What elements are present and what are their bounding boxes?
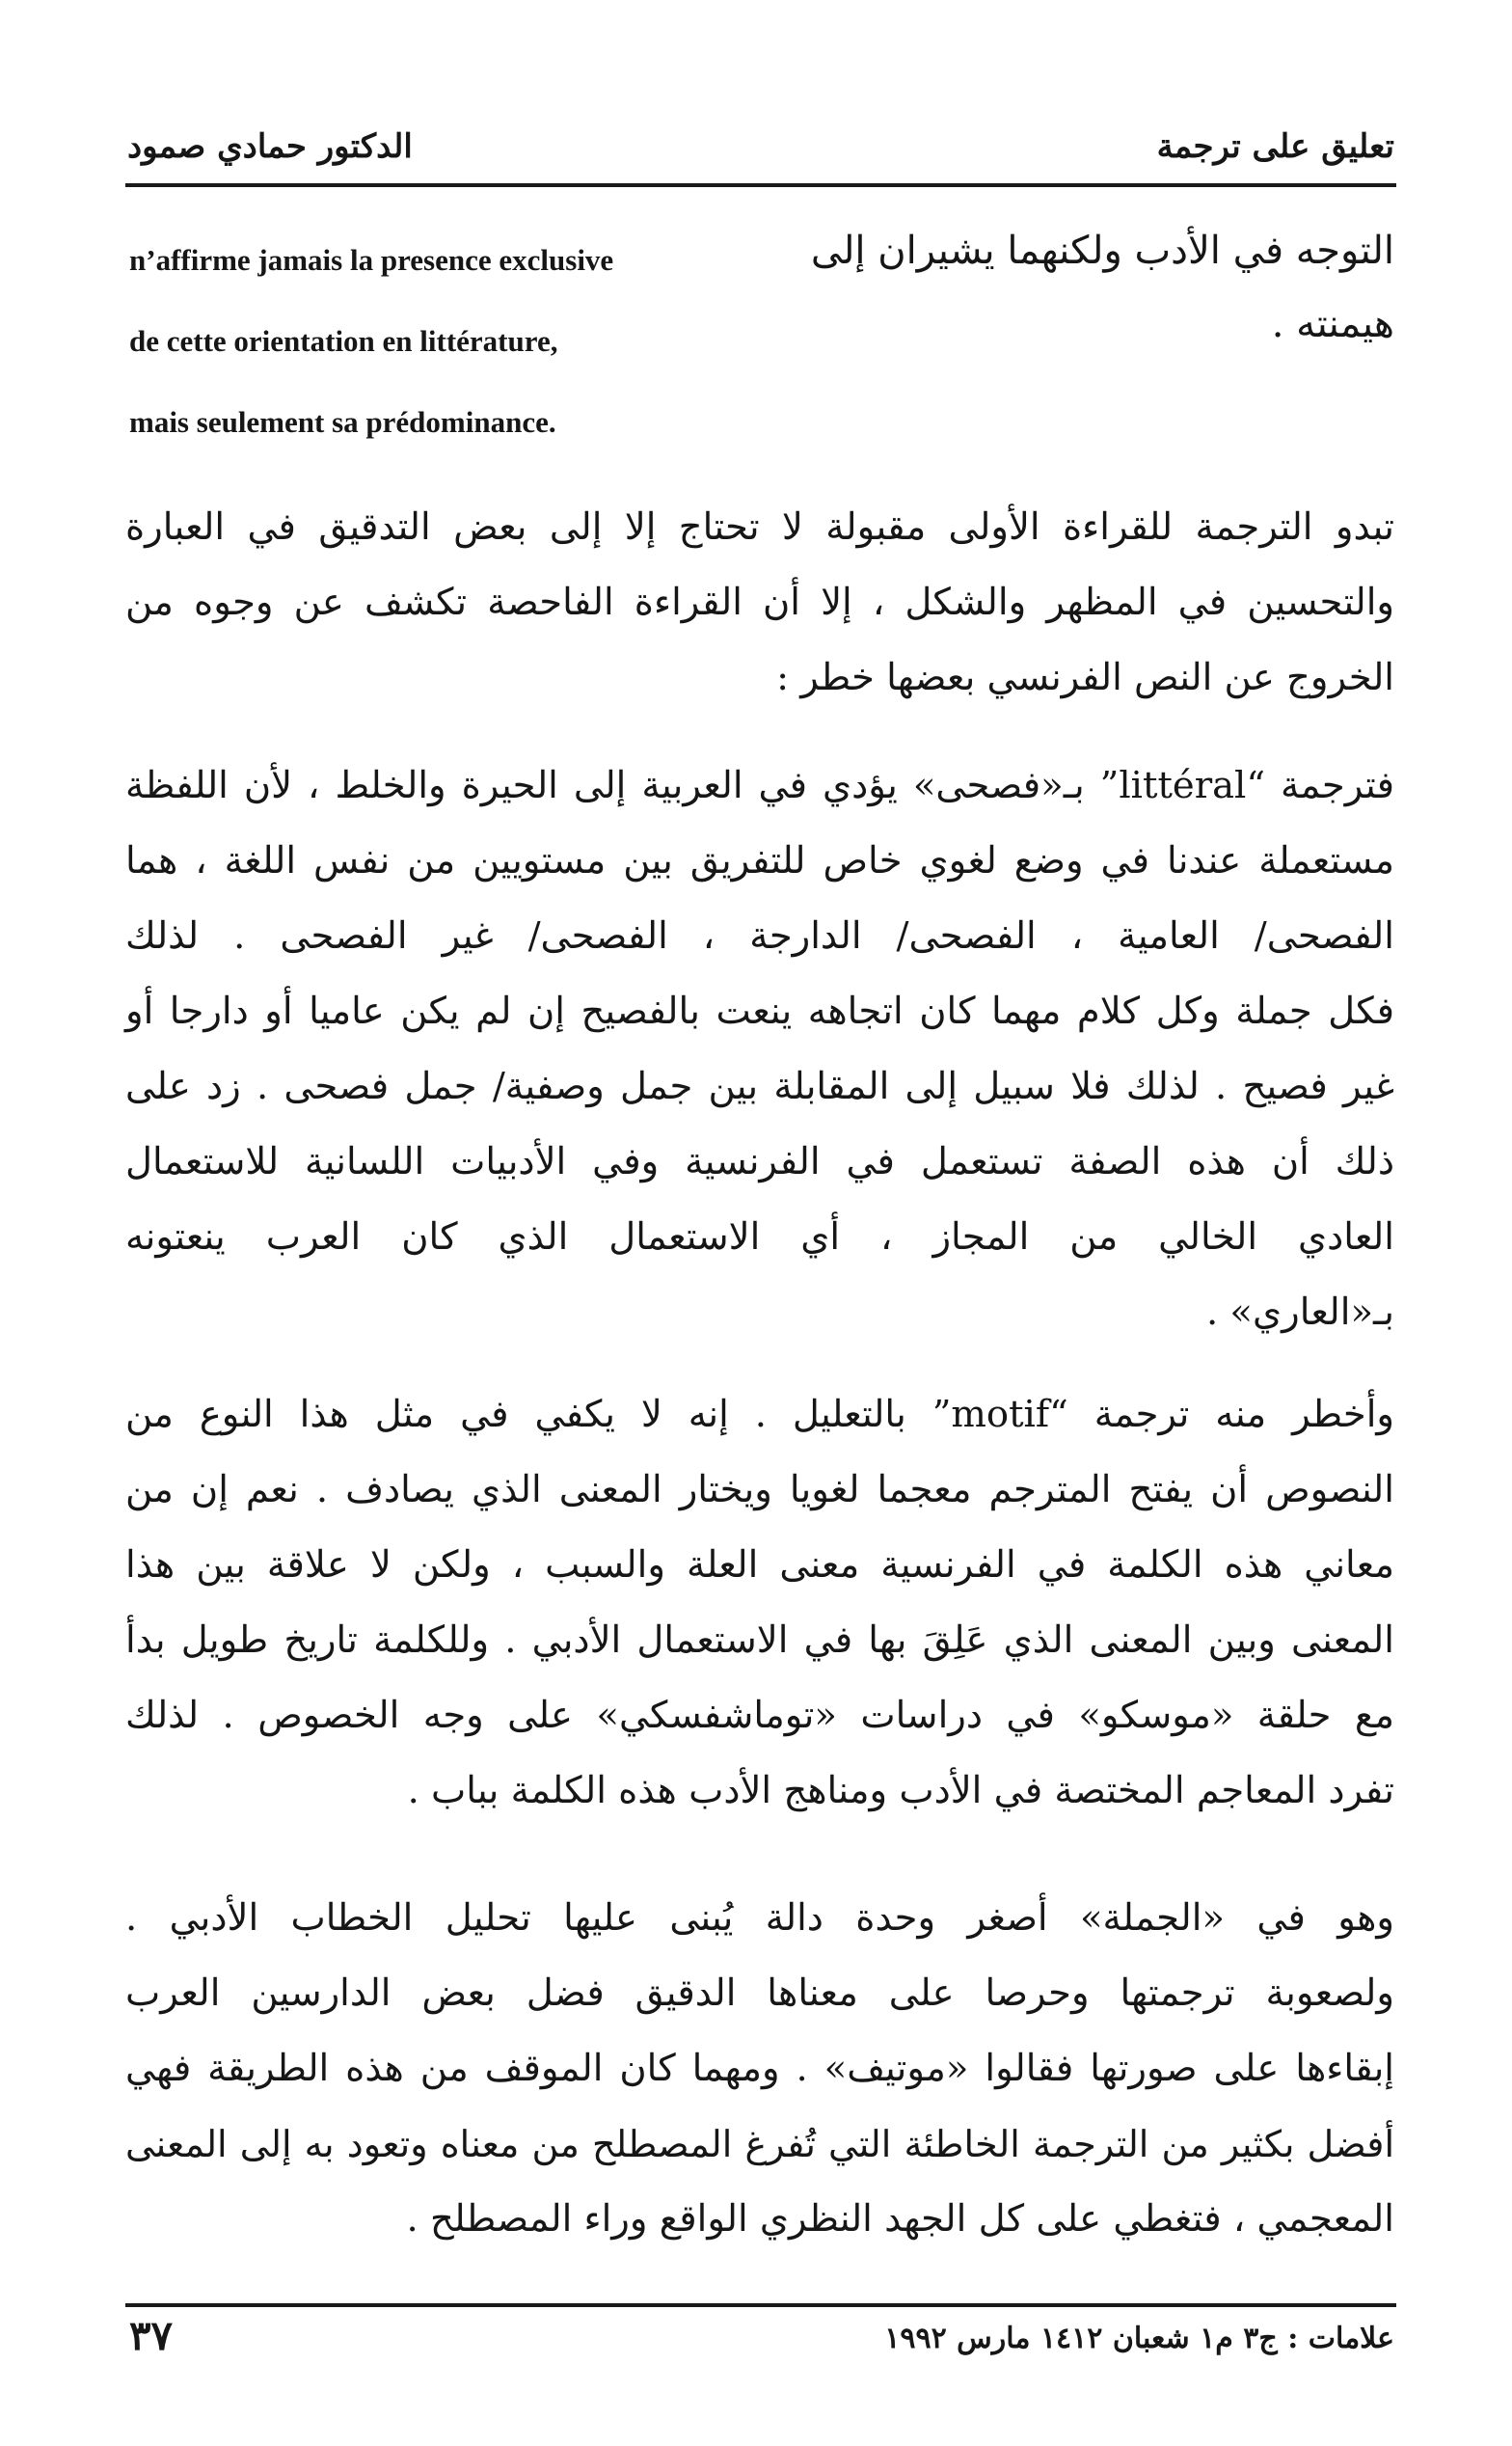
paragraph-2 bbox=[125, 748, 1394, 1350]
text-line: تبدو الترجمة للقراءة الأولى مقبولة لا تحتاج إلا إلى بعض التدقيق في العبارة bbox=[125, 505, 1394, 549]
paragraph-3 bbox=[125, 1377, 1394, 1829]
text-line: مع حلقة «موسكو» في دراسات «توماشفسكي» على وجه الخصوص . لذلك bbox=[125, 1694, 1394, 1737]
text-line: بـ«العاري» . bbox=[1205, 1291, 1394, 1334]
journal-issue: علامات : ج٣ م١ شعبان ١٤١٢ مارس ١٩٩٢ bbox=[884, 2322, 1394, 2355]
text-line: فكل جملة وكل كلام مهما كان اتجاهه ينعت بالفصيح إن لم يكن عاميا أو دارجا أو bbox=[125, 990, 1394, 1033]
text-line: الفصحى/ العامية ، الفصحى/ الدارجة ، الفصحى/ غير الفصحى . لذلك bbox=[125, 914, 1394, 958]
quote-arabic bbox=[777, 214, 1394, 361]
text-line: والتحسين في المظهر والشكل ، إلا أن القراءة الفاحصة تكشف عن وجوه من bbox=[125, 581, 1394, 624]
text-line: وأخطر منه ترجمة “motif” بالتعليل . إنه لا يكفي في مثل هذا النوع من bbox=[125, 1393, 1394, 1436]
footer-rule bbox=[125, 2303, 1396, 2307]
text-line: ولصعوبة ترجمتها وحرصا على معناها الدقيق فضل بعض الدارسين العرب bbox=[125, 1971, 1394, 2015]
quote-french-line: de cette orientation en littérature, bbox=[129, 324, 558, 358]
quote-french-line: n’affirme jamais la presence exclusive bbox=[129, 243, 614, 277]
quote-arabic-line: هيمنته . bbox=[1271, 302, 1394, 346]
running-author: الدكتور حمادي صمود bbox=[127, 127, 413, 166]
text-line: العادي الخالي من المجاز ، أي الاستعمال الذي كان العرب ينعتونه bbox=[125, 1215, 1394, 1259]
text-line: إبقاءها على صورتها فقالوا «موتيف» . ومهما كان الموقف من هذه الطريقة فهي bbox=[125, 2047, 1394, 2090]
quote-french bbox=[129, 220, 727, 463]
paragraph-1 bbox=[125, 490, 1394, 716]
text-line: الخروج عن النص الفرنسي بعضها خطر : bbox=[776, 656, 1394, 699]
text-line: المعجمي ، فتغطي على كل الجهد النظري الواقع وراء المصطلح . bbox=[406, 2197, 1394, 2241]
text-line: مستعملة عندنا في وضع لغوي خاص للتفريق بين مستويين من نفس اللغة ، هما bbox=[125, 839, 1394, 883]
text-line: وهو في «الجملة» أصغر وحدة دالة يُبنى عليها تحليل الخطاب الأدبي . bbox=[125, 1896, 1394, 1940]
text-line: فترجمة “littéral” بـ«فصحى» يؤدي في العربية إلى الحيرة والخلط ، لأن اللفظة bbox=[125, 764, 1394, 807]
text-line: أفضل بكثير من الترجمة الخاطئة التي تُفرغ المصطلح من معناه وتعود به إلى المعنى bbox=[125, 2123, 1394, 2165]
text-line: النصوص أن يفتح المترجم معجما لغويا ويختار المعنى الذي يصادف . نعم إن من bbox=[125, 1468, 1394, 1511]
text-line: ذلك أن هذه الصفة تستعمل في الفرنسية وفي الأدبيات اللسانية للاستعمال bbox=[125, 1140, 1394, 1183]
text-line: المعنى وبين المعنى الذي عَلِقَ بها في الاستعمال الأدبي . وللكلمة تاريخ طويل بدأ bbox=[125, 1618, 1394, 1662]
header-rule bbox=[125, 183, 1396, 187]
text-line: تفرد المعاجم المختصة في الأدب ومناهج الأدب هذه الكلمة بباب . bbox=[407, 1769, 1394, 1812]
text-line: غير فصيح . لذلك فلا سبيل إلى المقابلة بين جمل وصفية/ جمل فصحى . زد على bbox=[125, 1065, 1394, 1108]
quote-french-line: mais seulement sa prédominance. bbox=[129, 405, 556, 439]
running-title: تعليق على ترجمة bbox=[1156, 127, 1394, 166]
paragraph-4 bbox=[125, 1881, 1394, 2257]
text-line: معاني هذه الكلمة في الفرنسية معنى العلة والسبب ، ولكن لا علاقة بين هذا bbox=[125, 1543, 1394, 1587]
quote-arabic-line: التوجه في الأدب ولكنهما يشيران إلى bbox=[810, 229, 1394, 273]
page-number: ٣٧ bbox=[129, 2312, 174, 2359]
